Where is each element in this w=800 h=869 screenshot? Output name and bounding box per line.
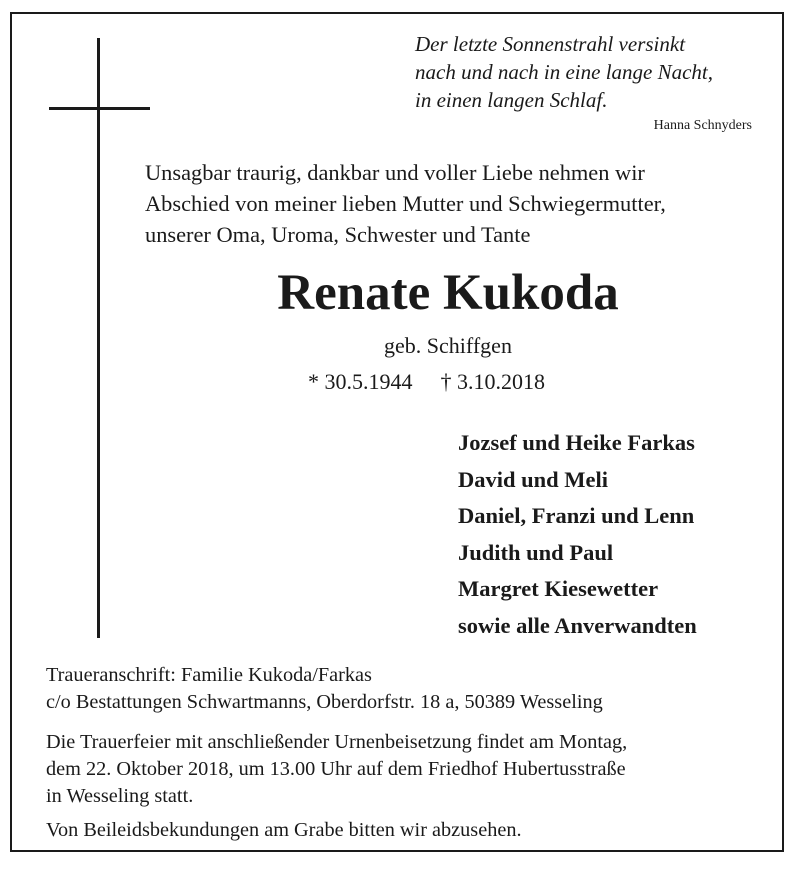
intro-line: Abschied von meiner lieben Mutter und Schwiegermutter, (145, 191, 666, 216)
intro-line: unserer Oma, Uroma, Schwester und Tante (145, 222, 531, 247)
ceremony-line: dem 22. Oktober 2018, um 13.00 Uhr auf dem Friedhof Hubertusstraße (46, 758, 626, 780)
ceremony-info (46, 729, 627, 810)
address-line: c/o Bestattungen Schwartmanns, Oberdorfstr. 18 a, 50389 Wesseling (46, 691, 603, 713)
birth-date: * 30.5.1944 (308, 369, 413, 394)
address-line: Traueranschrift: Familie Kukoda/Farkas (46, 664, 372, 686)
maiden-name: geb. Schiffgen (384, 333, 512, 358)
intro-text (145, 157, 666, 250)
life-dates (308, 368, 545, 396)
mourner-entry: Daniel, Franzi und Lenn (458, 503, 695, 528)
poem-author: Hanna Schnyders (653, 118, 752, 133)
deceased-name: Renate Kukoda (277, 265, 619, 321)
mourner-entry: sowie alle Anverwandten (458, 612, 697, 638)
poem-line: in einen langen Schlaf. (415, 88, 608, 112)
mourners-list (458, 425, 697, 644)
mourning-address (46, 662, 603, 716)
intro-line: Unsagbar traurig, dankbar und voller Liebe nehmen wir (145, 160, 645, 185)
poem (415, 30, 713, 114)
poem-line: Der letzte Sonnenstrahl versinkt (415, 32, 686, 56)
mourner-entry: Judith und Paul (458, 539, 614, 565)
mourner-entry: Jozsef und Heike Farkas (458, 430, 695, 455)
cross-icon-horizontal (49, 107, 150, 110)
ceremony-line: Die Trauerfeier mit anschließender Urnenbeisetzung findet am Montag, (46, 731, 628, 753)
closing-note: Von Beileidsbekundungen am Grabe bitten wir abzusehen. (46, 819, 522, 841)
mourner-entry: Margret Kiesewetter (458, 576, 659, 601)
death-date: † 3.10.2018 (440, 369, 545, 394)
ceremony-line: in Wesseling statt. (46, 785, 194, 807)
poem-line: nach und nach in eine lange Nacht, (415, 60, 714, 84)
mourner-entry: David und Meli (458, 466, 609, 492)
